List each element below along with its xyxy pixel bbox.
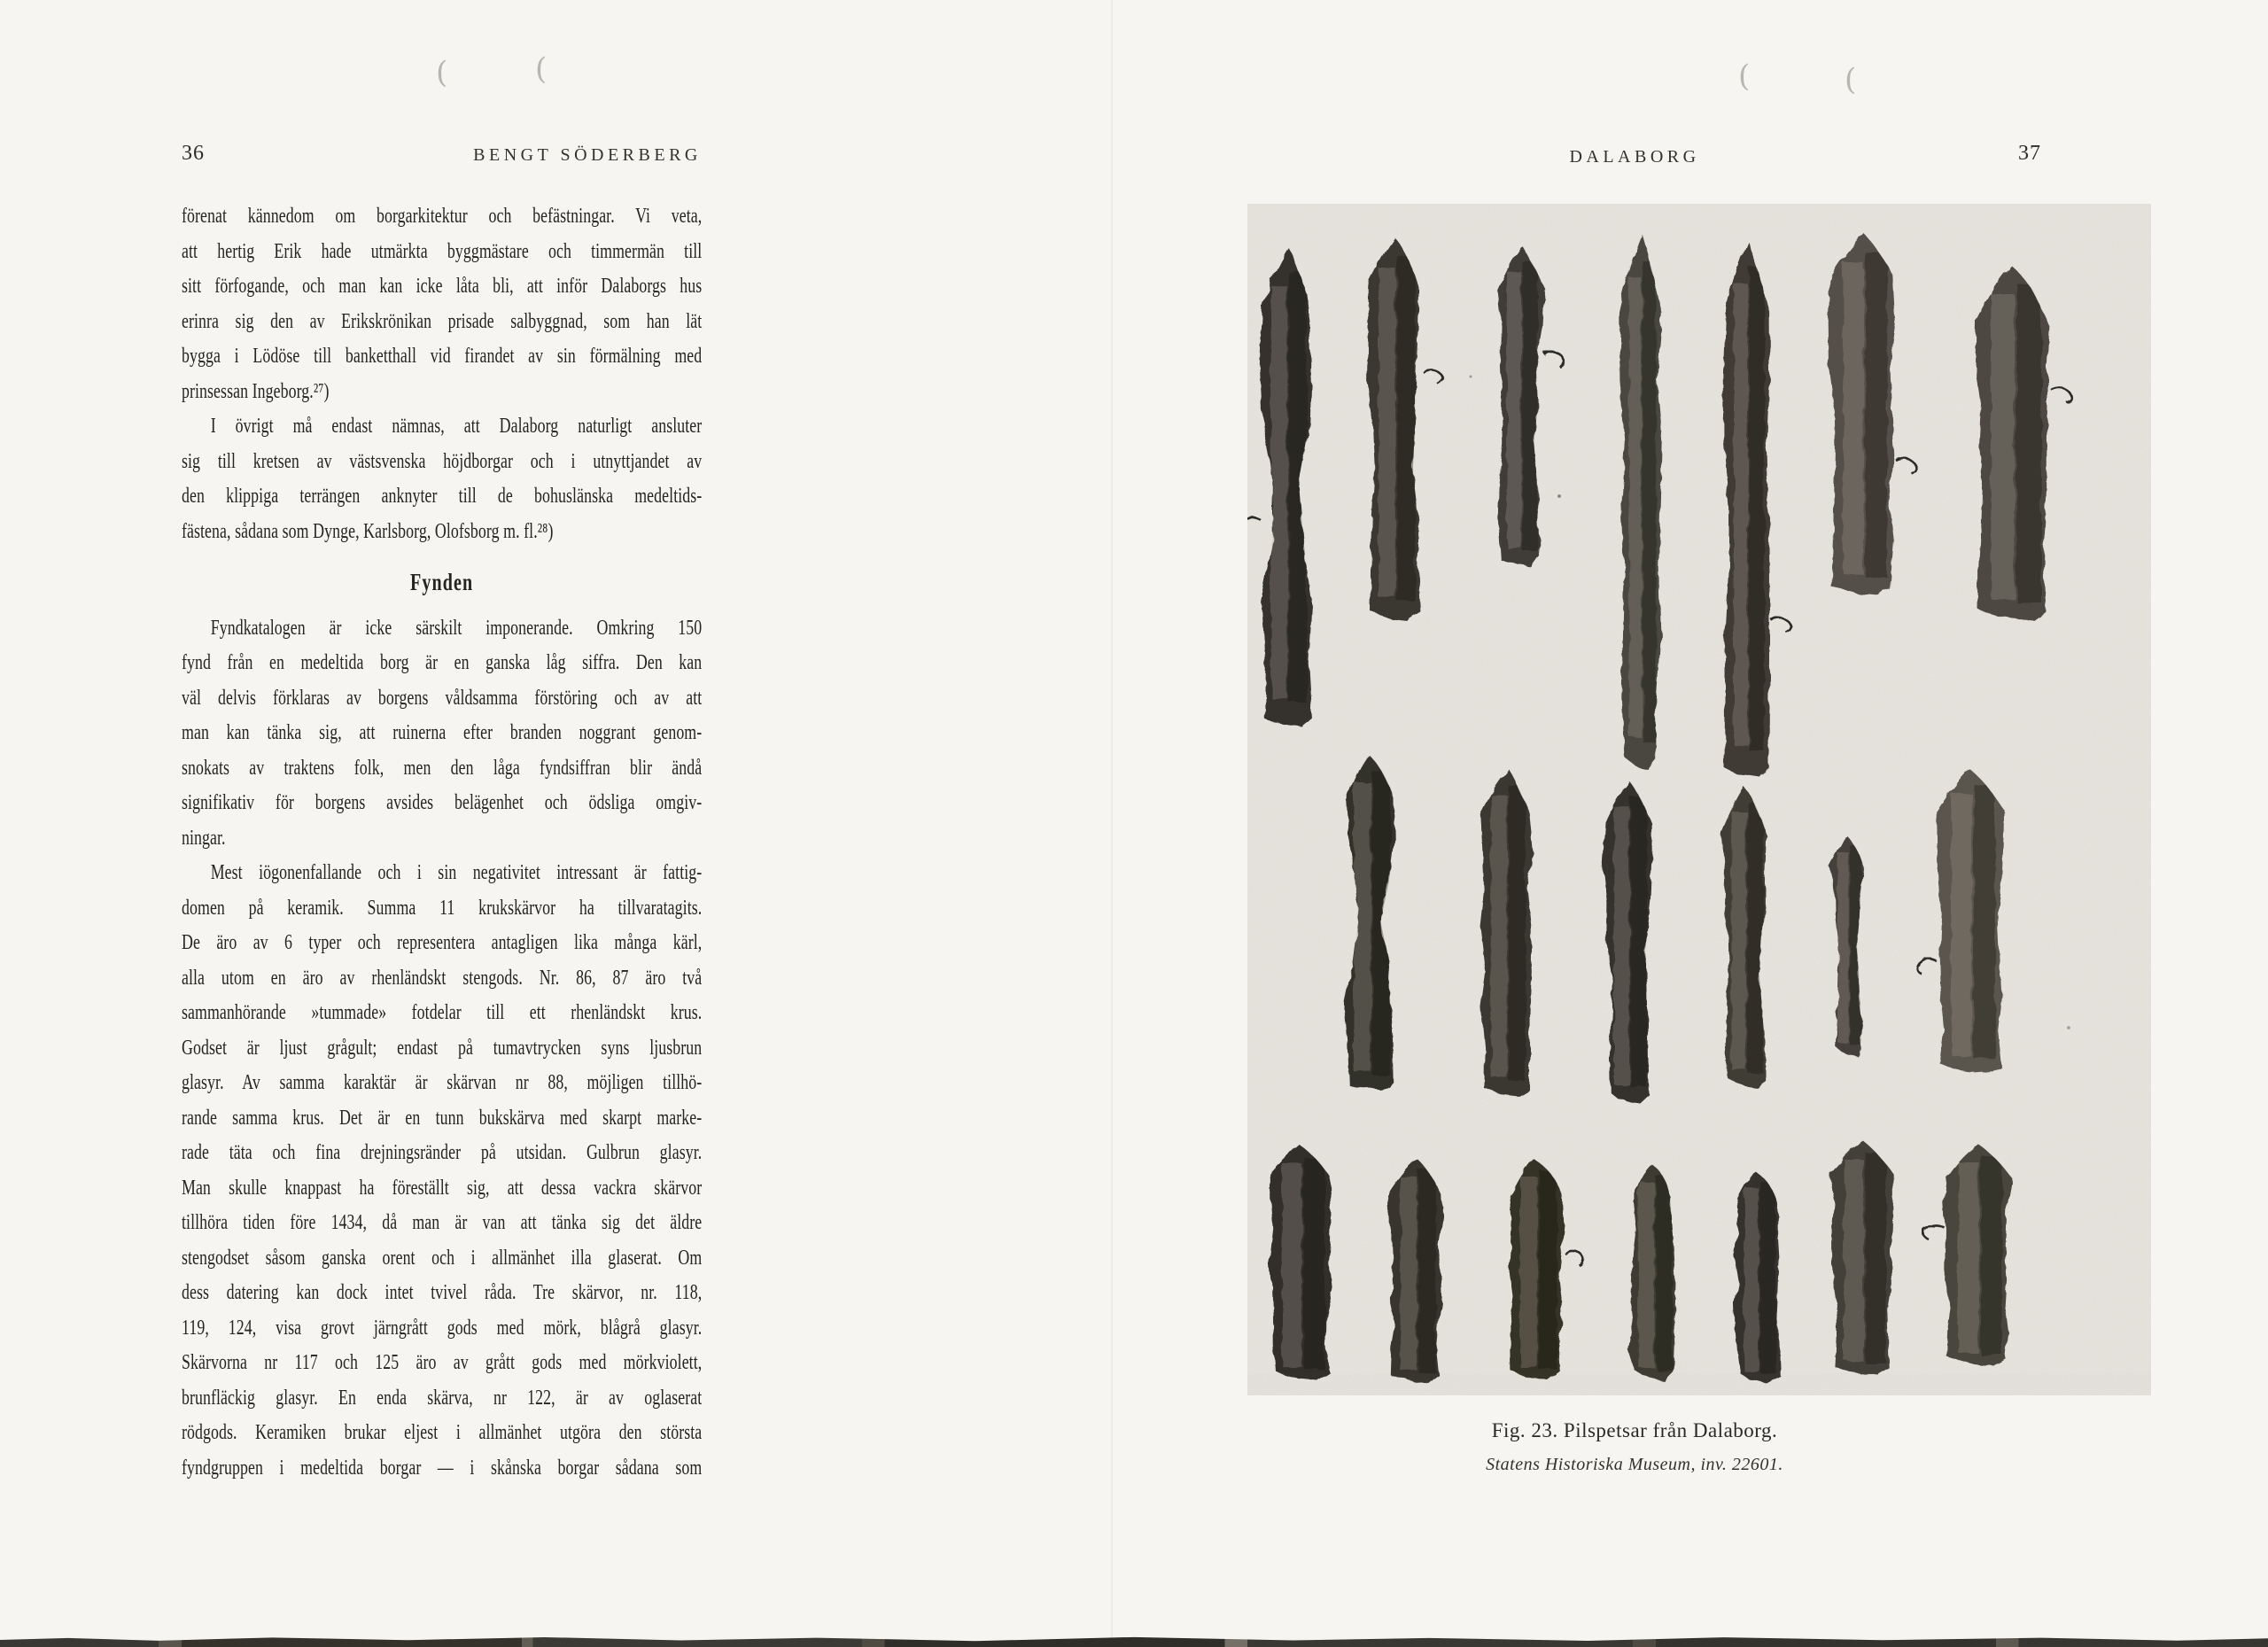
arrowhead-highlight <box>1520 1177 1537 1367</box>
text-line: väl delvis förklaras av borgens våldsamma förstöring och av att <box>182 686 703 710</box>
text-line: fästena, sådana som Dynge, Karlsborg, Olofsborg m. fl.²⁸) <box>182 519 554 543</box>
arrowhead-shadow <box>1418 1170 1436 1373</box>
text-line: sammanhörande »tummade» fotdelar till ett rhenländskt krus. <box>182 1001 703 1024</box>
scan-paren-mark: ( <box>535 51 548 87</box>
text-line: domen på keramik. Summa 11 krukskärvor ha tillvaratagits. <box>182 896 703 920</box>
arrowhead-highlight <box>1734 284 1748 746</box>
text-line: prinsessan Ingeborg.²⁷) <box>182 379 330 403</box>
arrowheads-photo-svg <box>1247 204 2151 1395</box>
arrowhead-shadow <box>2016 284 2041 602</box>
text-line: tillhöra tiden före 1434, då man är van att tänka sig det äldre <box>182 1211 703 1234</box>
text-line: alla utom en äro av rhenländskt stengods. Nr. 86, 87 äro två <box>182 966 703 990</box>
arrowhead-highlight <box>1629 277 1642 737</box>
text-line: brunfläckig glasyr. En enda skärva, nr 122, är av oglaserat <box>182 1386 703 1410</box>
arrowhead-highlight <box>1958 1162 1978 1353</box>
text-line: rade täta och fina drejningsränder på utsidan. Gulbrun glasyr. <box>182 1141 703 1164</box>
arrowhead-highlight <box>1731 811 1746 1069</box>
text-line: snokats av traktens folk, men den låga fyndsiffran blir ändå <box>182 756 703 780</box>
text-line: Mest iögonenfallande och i sin negativitet intressant är fattig- <box>210 861 703 884</box>
text-line: fyndgruppen i medeltida borgar — i skånska borgar sådana som <box>182 1456 703 1480</box>
figure-photo <box>1247 204 2151 1395</box>
text-line: ningar. <box>182 826 226 850</box>
arrowhead <box>1498 246 1545 567</box>
arrowhead-shadow <box>1304 1156 1325 1368</box>
left-running-head: BENGT SÖDERBERG <box>473 145 702 165</box>
arrowhead-highlight <box>1744 1188 1759 1371</box>
arrowhead-shadow <box>1397 257 1415 602</box>
right-page-number: 37 <box>2018 142 2041 165</box>
text-line: glasyr. Av samma karaktär är skärvan nr 88, möjligen tillhö- <box>182 1071 703 1094</box>
arrowhead-shadow <box>1539 1170 1557 1370</box>
section-heading: Fynden <box>409 569 474 595</box>
text-line: Man skulle knappast ha föreställt sig, att dessa vackra skärvor <box>182 1176 703 1200</box>
arrowhead-highlight <box>1507 272 1521 548</box>
arrowhead-highlight <box>1638 1182 1654 1367</box>
arrowhead-shadow <box>1865 1153 1885 1363</box>
text-line: förenat kännedom om borgarkitektur och befästningar. Vi veta, <box>182 205 703 228</box>
arrowhead-highlight <box>1845 1160 1864 1361</box>
arrowhead-highlight <box>1837 852 1849 1043</box>
arrowhead-highlight <box>1401 1177 1418 1370</box>
scan-paren-mark: ( <box>436 55 448 90</box>
text-line: erinra sig den av Erikskrönikan prisade salbyggnad, som han lät <box>182 309 703 333</box>
scan-paren-mark: ( <box>1738 58 1751 94</box>
text-line: I övrigt må endast nämnas, att Dalaborg naturligt ansluter <box>210 415 703 438</box>
arrowhead-shadow <box>1643 261 1656 742</box>
left-page-body <box>182 199 702 1486</box>
text-line: sitt förfogande, och man kan icke låta bli, att inför Dalaborgs hus <box>182 275 703 298</box>
arrowhead-highlight <box>1991 294 2014 599</box>
text-line: rande samma krus. Det är en tunn bukskärva med skarpt marke- <box>182 1106 703 1130</box>
arrowhead <box>1480 769 1534 1097</box>
text-line: fynd från en medeltida borg är en ganska låg siffra. Den kan <box>182 651 703 674</box>
text-line: Godset är ljust grågult; endast på tumavtrycken syns ljusbrun <box>182 1036 703 1060</box>
arrowhead-shadow <box>1656 1176 1673 1370</box>
arrowhead-highlight <box>1379 268 1395 597</box>
arrowhead-highlight <box>1843 263 1863 574</box>
arrowhead-shadow <box>1760 1182 1776 1373</box>
arrowhead-shadow <box>1523 262 1538 551</box>
text-line: Skärvorna nr 117 och 125 äro av grått gods med mörkviolett, <box>182 1351 703 1374</box>
text-line: den klippiga terrängen anknyter till de bohuslänska medeltids- <box>182 485 703 508</box>
figure-caption: Fig. 23. Pilspetsar från Dalaborg. <box>1491 1419 1778 1441</box>
text-line: sig till kretsen av västsvenska höjdborgar och i utnyttjandet av <box>182 449 703 473</box>
text-line: rödgods. Keramiken brukar eljest i allmänhet utgöra den största <box>182 1421 703 1444</box>
text-line: stengodset såsom ganska orent och i allmänhet illa glaserat. Om <box>182 1246 703 1270</box>
text-line: bygga i Lödöse till banketthall vid firandet av sin förmälning med <box>182 345 703 368</box>
arrowhead-shadow <box>1866 252 1888 577</box>
arrowhead-highlight <box>1614 807 1629 1084</box>
text-line: signifikativ för borgens avsides belägenhet och ödsliga omgiv- <box>182 791 703 814</box>
arrowhead-highlight <box>1271 286 1288 697</box>
scanner-edge-band <box>0 1635 2268 1647</box>
arrowhead-shadow <box>1748 802 1764 1073</box>
text-line: dess datering kan dock intet tvivel råda. Tre skärvor, nr. 118, <box>182 1281 703 1304</box>
text-line: De äro av 6 typer och representera antagligen lika många kärl, <box>182 931 703 954</box>
arrowhead-shadow <box>1974 784 1996 1059</box>
arrowhead-highlight <box>1282 1163 1301 1366</box>
text-line: Fyndkatalogen är icke särskilt imponerande. Omkring 150 <box>210 616 703 640</box>
arrowhead-shadow <box>1981 1156 2003 1356</box>
right-running-head: DALABORG <box>1569 147 1700 167</box>
arrowhead-shadow <box>1750 268 1765 750</box>
arrowhead-highlight <box>1491 796 1507 1077</box>
left-page-number: 36 <box>182 142 205 165</box>
text-line: 119, 124, visa grovt järngrått gods med mörk, blågrå glasyr. <box>182 1316 703 1340</box>
gutter-fold-line <box>1111 0 1113 1647</box>
text-line: man kan tänka sig, att ruinerna efter branden noggrant genom- <box>182 721 703 744</box>
arrowhead-highlight <box>1951 794 1971 1056</box>
arrowhead-shadow <box>1509 786 1526 1081</box>
figure-credit: Statens Historiska Museum, inv. 22601. <box>1486 1455 1783 1474</box>
arrowhead-shadow <box>1631 797 1647 1088</box>
photo-bottom-edge <box>1247 1375 2151 1395</box>
text-line: att hertig Erik hade utmärkta byggmästare och timmermän till <box>182 239 703 263</box>
scan-paren-mark: ( <box>1845 62 1857 97</box>
